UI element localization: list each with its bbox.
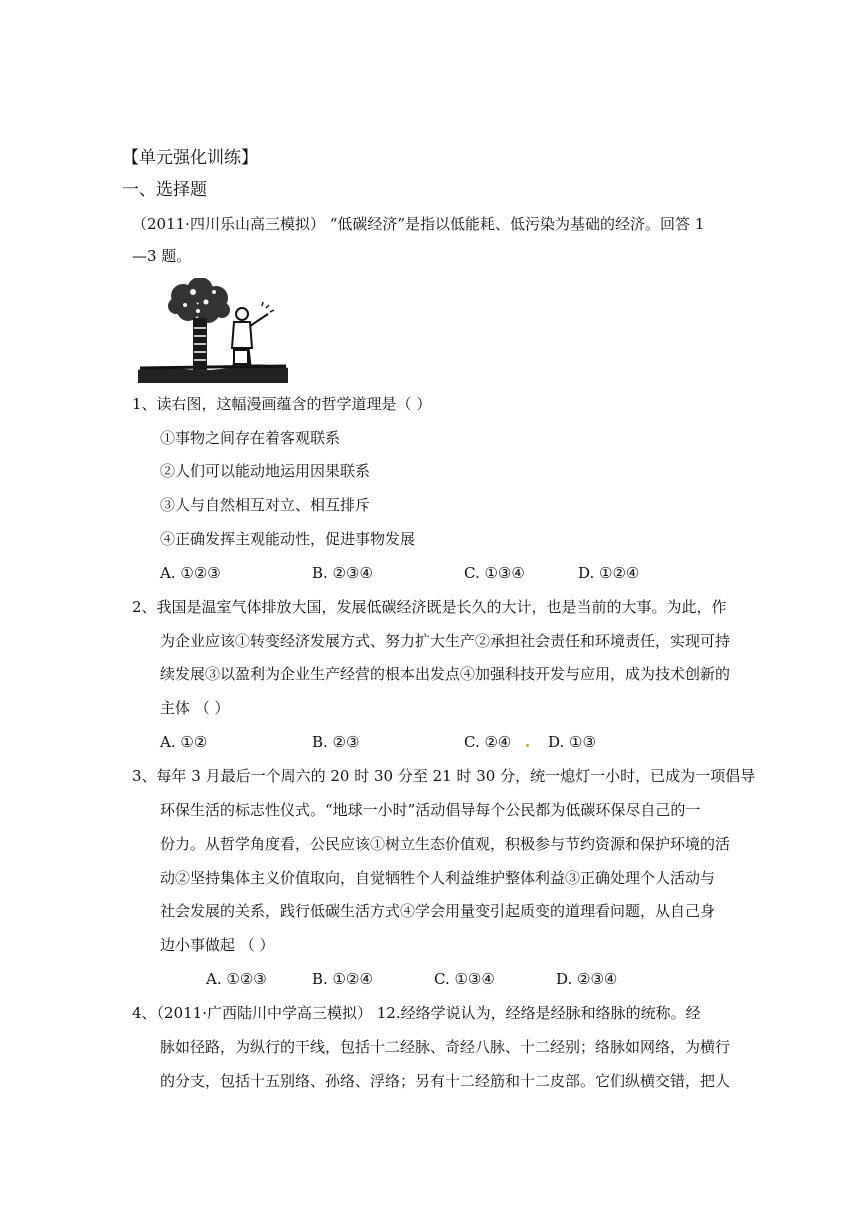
q1-item-2: ②人们可以能动地运用因果联系 bbox=[160, 462, 371, 480]
q3-line-5: 社会发展的关系，践行低碳生活方式④学会用量变引起质变的道理看问题，从自己身 bbox=[160, 902, 716, 920]
q1-option-c: C. ①③④ bbox=[464, 564, 525, 582]
stray-dot bbox=[526, 744, 529, 747]
q2-option-d: D. ①③ bbox=[548, 733, 596, 751]
q1-option-b: B. ②③④ bbox=[312, 564, 373, 582]
q3-line-2: 环保生活的标志性仪式。“地球一小时”活动倡导每个公民都为低碳环保尽自己的一 bbox=[160, 801, 701, 819]
q2-line-1: 2、我国是温室气体排放大国，发展低碳经济既是长久的大计，也是当前的大事。为此，作 bbox=[132, 598, 727, 616]
q2-option-b: B. ②③ bbox=[312, 733, 360, 751]
page-heading: 【单元强化训练】 bbox=[122, 148, 258, 168]
q1-item-1: ①事物之间存在着客观联系 bbox=[160, 429, 341, 447]
q3-line-1: 3、每年 3 月最后一个周六的 20 时 30 分至 21 时 30 分，统一熄灯一小时，已成为一项倡导 bbox=[132, 767, 756, 785]
q3-line-6: 边小事做起 （ ） bbox=[160, 936, 275, 954]
intro-line-2: —3 题。 bbox=[132, 247, 192, 265]
q4-line-1: 4、（2011·广西陆川中学高三模拟） 12.经络学说认为，经络是经脉和络脉的统称。经 bbox=[132, 1004, 701, 1022]
q1-item-4: ④正确发挥主观能动性，促进事物发展 bbox=[160, 530, 416, 548]
cartoon-image bbox=[138, 278, 288, 383]
q2-option-a: A. ①② bbox=[160, 733, 208, 751]
q3-line-3: 份力。从哲学角度看，公民应该①树立生态价值观，积极参与节约资源和保护环境的活 bbox=[160, 835, 731, 853]
q1-item-3: ③人与自然相互对立、相互排斥 bbox=[160, 496, 371, 514]
q3-line-4: 动②坚持集体主义价值取向，自觉牺牲个人利益维护整体利益③正确处理个人活动与 bbox=[160, 869, 716, 887]
section-title: 一、选择题 bbox=[122, 180, 207, 200]
q4-line-2: 脉如径路，为纵行的干线，包括十二经脉、奇经八脉、十二经别；络脉如网络，为横行 bbox=[160, 1038, 731, 1056]
q4-line-3: 的分支，包括十五别络、孙络、浮络；另有十二经筋和十二皮部。它们纵横交错，把人 bbox=[160, 1072, 731, 1090]
q2-line-2: 为企业应该①转变经济发展方式、努力扩大生产②承担社会责任和环境责任，实现可持 bbox=[160, 632, 731, 650]
q2-option-c: C. ②④ bbox=[464, 733, 512, 751]
q1-option-a: A. ①②③ bbox=[160, 564, 221, 582]
q3-option-b: B. ①②④ bbox=[312, 970, 373, 988]
q3-option-d: D. ②③④ bbox=[556, 970, 618, 988]
q2-line-3: 续发展③以盈利为企业生产经营的根本出发点④加强科技开发与应用，成为技术创新的 bbox=[160, 665, 731, 683]
q1-option-d: D. ①②④ bbox=[578, 564, 640, 582]
q2-line-4: 主体 （ ） bbox=[160, 699, 230, 717]
question-1-stem: 1、读右图，这幅漫画蕴含的哲学道理是（ ） bbox=[132, 395, 432, 413]
q3-option-c: C. ①③④ bbox=[434, 970, 495, 988]
q3-option-a: A. ①②③ bbox=[206, 970, 267, 988]
intro-line-1: （2011·四川乐山高三模拟） “低碳经济”是指以低能耗、低污染为基础的经济。回答 1 bbox=[132, 215, 705, 233]
